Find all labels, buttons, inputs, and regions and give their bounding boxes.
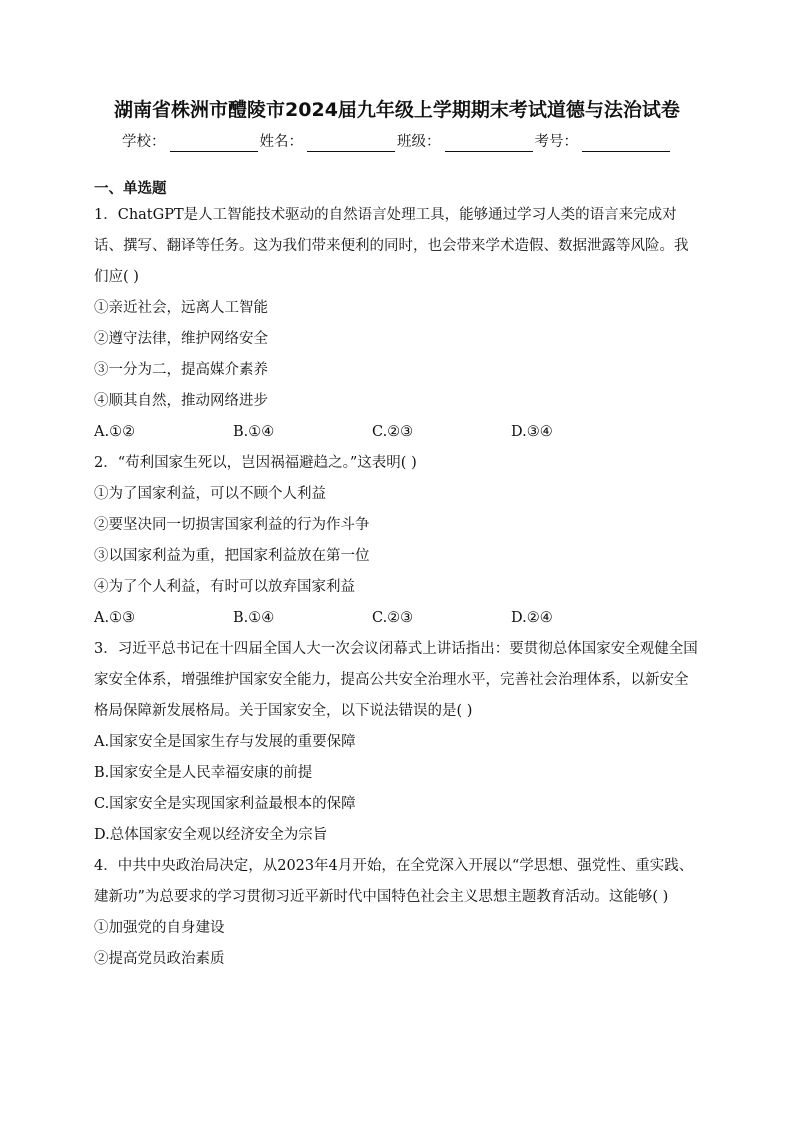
statement: ④顺其自然，推动网络进步	[94, 393, 268, 409]
question-2	[94, 448, 700, 634]
choice-a[interactable]	[94, 417, 233, 448]
answer-choices	[94, 417, 700, 448]
class-field	[397, 132, 535, 152]
statement: ①加强党的自身建设	[94, 920, 225, 936]
choice-label: A.①③	[94, 610, 136, 626]
statement: ②要坚决同一切损害国家利益的行为作斗争	[94, 517, 370, 533]
exam-number-label: 考号：	[534, 134, 578, 150]
option-a[interactable]: A.国家安全是国家生存与发展的重要保障	[94, 734, 356, 750]
choice-label: A.①②	[94, 424, 136, 440]
name-blank[interactable]	[307, 135, 395, 152]
statement: ①为了国家利益，可以不顾个人利益	[94, 486, 326, 502]
choice-c[interactable]	[372, 603, 511, 634]
choice-c[interactable]	[372, 417, 511, 448]
class-label: 班级：	[397, 134, 441, 150]
school-field	[122, 132, 260, 152]
choice-b[interactable]	[233, 603, 372, 634]
question-stem: 3．习近平总书记在十四届全国人大一次会议闭幕式上讲话指出：要贯彻总体国家安全观健全国家安全体系，增强维护国家安全能力，提高公共安全治理水平，完善社会治理体系，以新安全格局保障新发展格局。关于国家安全，以下说法错误的是( )	[94, 641, 698, 719]
question-3	[94, 634, 700, 851]
exam-number-field	[535, 132, 673, 152]
answer-choices	[94, 603, 700, 634]
question-1	[94, 200, 700, 448]
option-b[interactable]: B.国家安全是人民幸福安康的前提	[94, 765, 313, 781]
choice-label: C.②③	[372, 424, 414, 440]
choice-b[interactable]	[233, 417, 372, 448]
choice-label: D.③④	[511, 424, 553, 440]
choice-label: B.①④	[233, 610, 275, 626]
statement: ②提高党员政治素质	[94, 951, 225, 967]
name-label: 姓名：	[259, 134, 303, 150]
exam-number-blank[interactable]	[582, 135, 670, 152]
exam-page	[94, 96, 700, 975]
choice-d[interactable]	[511, 603, 650, 634]
statement: ②遵守法律，维护网络安全	[94, 331, 268, 347]
question-4	[94, 851, 700, 975]
statement: ③一分为二，提高媒介素养	[94, 362, 268, 378]
choice-d[interactable]	[511, 417, 650, 448]
statement: ①亲近社会，远离人工智能	[94, 300, 268, 316]
student-info-line	[94, 132, 700, 152]
school-label: 学校：	[122, 134, 166, 150]
option-c[interactable]: C.国家安全是实现国家利益最根本的保障	[94, 796, 356, 812]
name-field	[260, 132, 398, 152]
question-stem: 4．中共中央政治局决定，从2023年4月开始，在全党深入开展以“学思想、强党性、重实践、建新功”为总要求的学习贯彻习近平新时代中国特色社会主义思想主题教育活动。这能够( )	[94, 858, 694, 905]
statement: ③以国家利益为重，把国家利益放在第一位	[94, 548, 370, 564]
choice-a[interactable]	[94, 603, 233, 634]
question-stem: 1．ChatGPT是人工智能技术驱动的自然语言处理工具，能够通过学习人类的语言来完成对话、撰写、翻译等任务。这为我们带来便利的同时，也会带来学术造假、数据泄露等风险。我们应( )	[94, 207, 689, 285]
school-blank[interactable]	[170, 135, 258, 152]
choice-label: C.②③	[372, 610, 414, 626]
option-d[interactable]: D.总体国家安全观以经济安全为宗旨	[94, 827, 328, 843]
section-title: 一、单选题	[94, 181, 167, 197]
choice-label: D.②④	[511, 610, 553, 626]
statement: ④为了个人利益，有时可以放弃国家利益	[94, 579, 355, 595]
choice-label: B.①④	[233, 424, 275, 440]
class-blank[interactable]	[445, 135, 533, 152]
question-stem: 2．“苟利国家生死以，岂因祸福避趋之。”这表明( )	[94, 455, 417, 471]
exam-title: 湖南省株洲市醴陵市2024届九年级上学期期末考试道德与法治试卷	[114, 99, 680, 121]
